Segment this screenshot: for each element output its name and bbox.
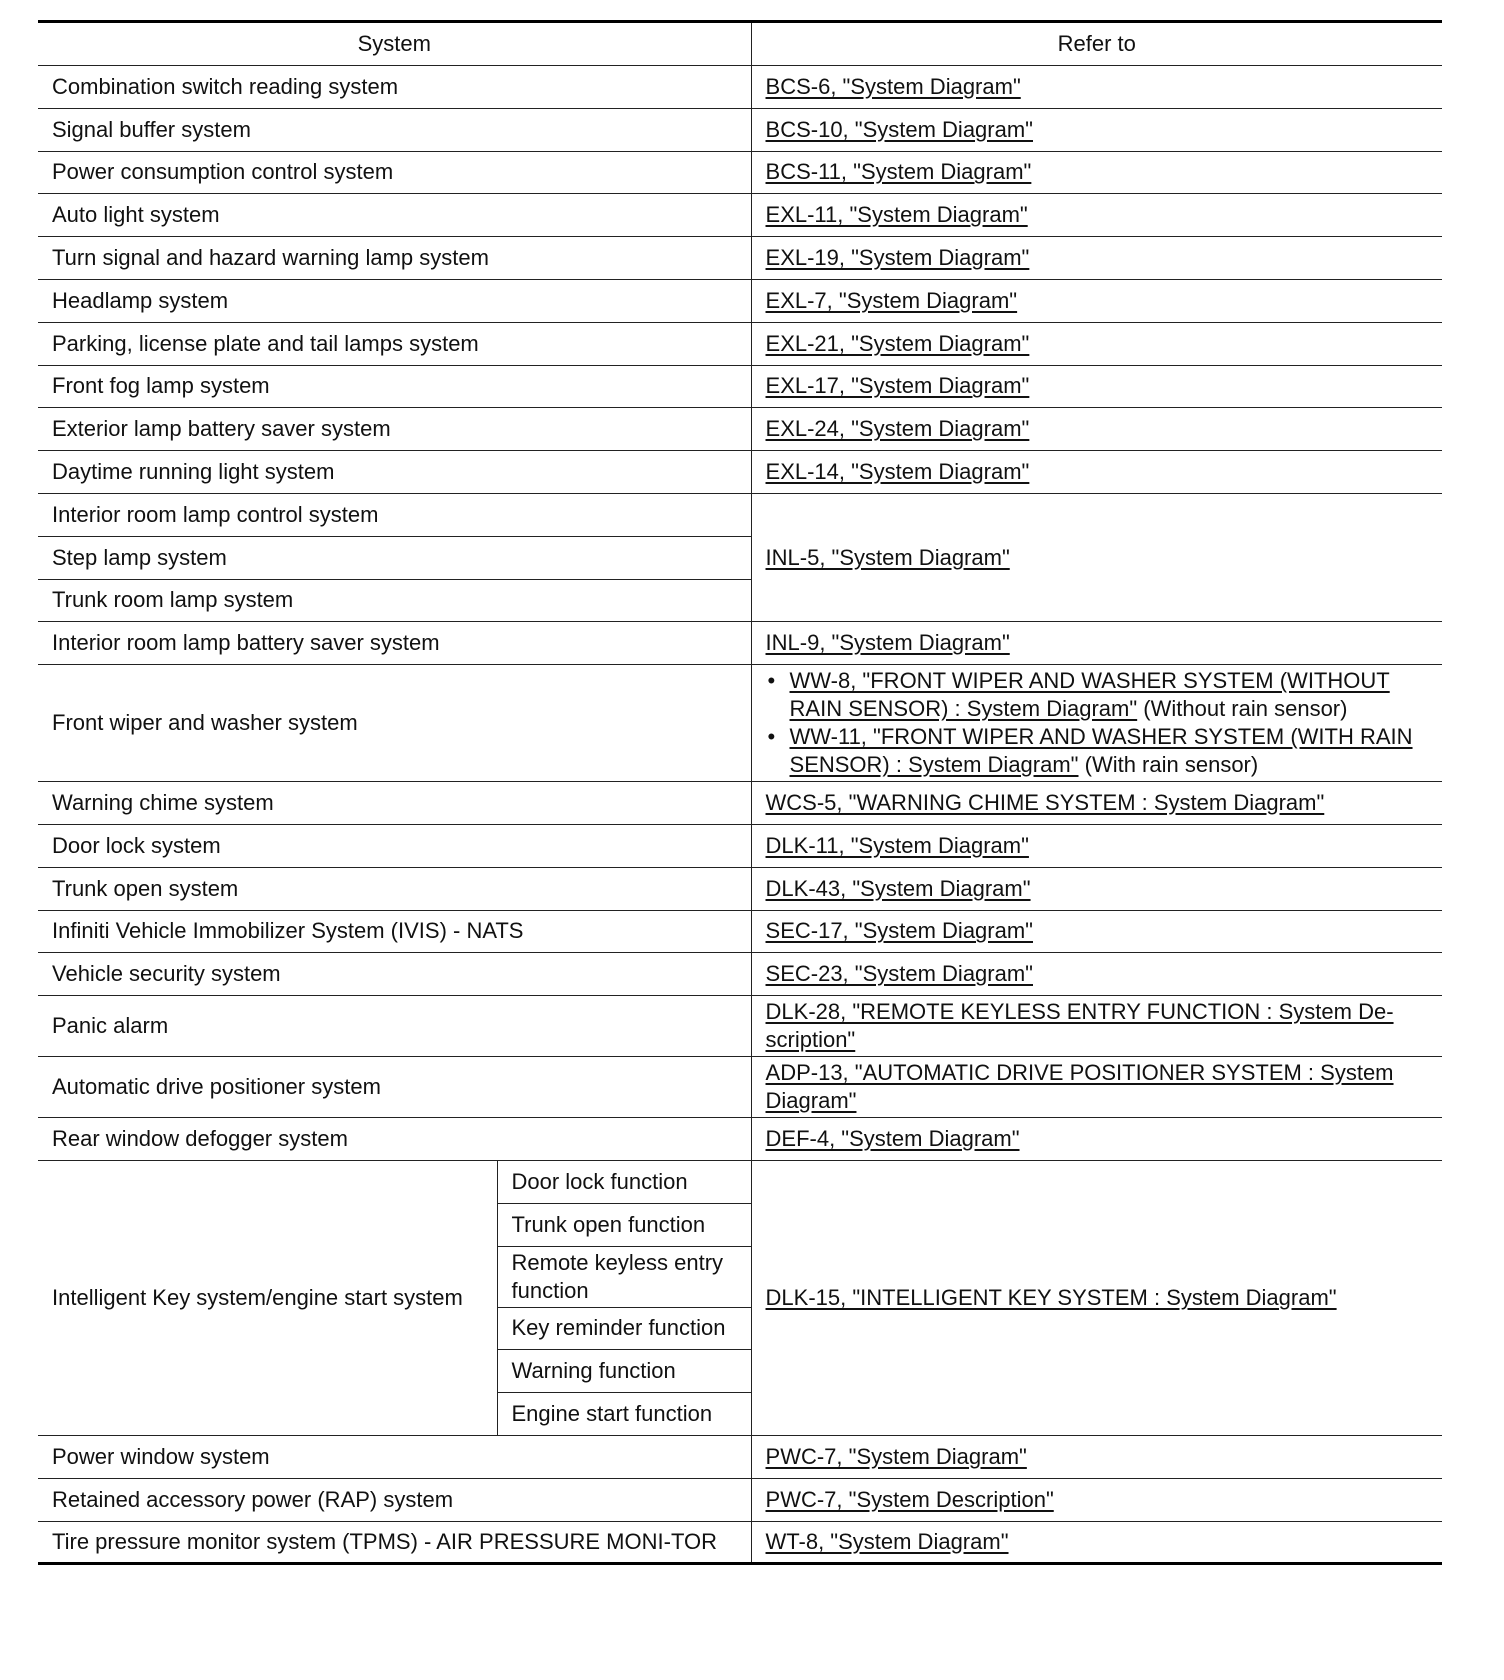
table-row	[38, 665, 1442, 782]
function-name: Remote keyless entry function	[497, 1246, 751, 1307]
system-name: Front fog lamp system	[38, 365, 751, 408]
reference-link[interactable]: PWC-7, "System Diagram"	[765, 1443, 1027, 1469]
system-name: Tire pressure monitor system (TPMS) - AIR PRESSURE MONI-TOR	[38, 1521, 751, 1564]
refer-cell	[751, 1521, 1442, 1564]
system-name: Power consumption control system	[38, 151, 751, 194]
reference-link[interactable]: WCS-5, "WARNING CHIME SYSTEM : System Diagram"	[765, 790, 1325, 816]
reference-link[interactable]: WW-8, "FRONT WIPER AND WASHER SYSTEM (WITHOUT RAIN SENSOR) : System Diagram"	[789, 668, 1390, 722]
system-name: Infiniti Vehicle Immobilizer System (IVIS) - NATS	[38, 910, 751, 953]
reference-link[interactable]: WT-8, "System Diagram"	[765, 1528, 1009, 1554]
refer-cell	[751, 408, 1442, 451]
refer-cell	[751, 279, 1442, 322]
system-name: Step lamp system	[38, 536, 751, 579]
table-row	[38, 151, 1442, 194]
table-row	[38, 996, 1442, 1057]
reference-link[interactable]: ADP-13, "AUTOMATIC DRIVE POSITIONER SYSTEM : System Diagram"	[765, 1060, 1394, 1114]
table-row	[38, 408, 1442, 451]
refer-cell	[751, 322, 1442, 365]
refer-cell	[751, 622, 1442, 665]
system-name: Intelligent Key system/engine start system	[38, 1160, 497, 1435]
system-name: Exterior lamp battery saver system	[38, 408, 751, 451]
system-name: Retained accessory power (RAP) system	[38, 1478, 751, 1521]
reference-note: (Without rain sensor)	[1137, 696, 1348, 722]
system-name: Vehicle security system	[38, 953, 751, 996]
header-refer-to: Refer to	[751, 22, 1442, 66]
refer-cell	[751, 1478, 1442, 1521]
function-name: Trunk open function	[497, 1203, 751, 1246]
reference-link[interactable]: DEF-4, "System Diagram"	[765, 1126, 1020, 1152]
table-row	[38, 1160, 1442, 1203]
reference-bullet-list	[766, 667, 1429, 779]
table-row	[38, 66, 1442, 109]
table-row	[38, 108, 1442, 151]
system-name: Turn signal and hazard warning lamp system	[38, 237, 751, 280]
reference-note: (With rain sensor)	[1078, 752, 1259, 778]
system-name: Warning chime system	[38, 782, 751, 825]
refer-cell	[751, 365, 1442, 408]
refer-cell	[751, 953, 1442, 996]
reference-link[interactable]: DLK-11, "System Diagram"	[765, 832, 1029, 858]
reference-link[interactable]: INL-9, "System Diagram"	[765, 630, 1010, 656]
table-row	[38, 1435, 1442, 1478]
reference-link[interactable]: EXL-19, "System Diagram"	[765, 245, 1030, 271]
system-name: Front wiper and washer system	[38, 665, 751, 782]
system-name: Automatic drive positioner system	[38, 1057, 751, 1118]
table-row	[38, 1057, 1442, 1118]
refer-cell	[751, 493, 1442, 621]
table-row	[38, 953, 1442, 996]
system-name: Panic alarm	[38, 996, 751, 1057]
refer-cell	[751, 910, 1442, 953]
refer-cell	[751, 824, 1442, 867]
refer-cell	[751, 996, 1442, 1057]
reference-link[interactable]: DLK-28, "REMOTE KEYLESS ENTRY FUNCTION : System De-scription"	[765, 999, 1394, 1053]
reference-link[interactable]: WW-11, "FRONT WIPER AND WASHER SYSTEM (WITH RAIN SENSOR) : System Diagram"	[789, 724, 1413, 778]
system-name: Door lock system	[38, 824, 751, 867]
header-system: System	[38, 22, 751, 66]
table-row	[38, 194, 1442, 237]
reference-link[interactable]: EXL-14, "System Diagram"	[765, 459, 1030, 485]
refer-cell	[751, 451, 1442, 494]
table-row	[38, 910, 1442, 953]
list-item	[766, 723, 1429, 779]
system-name: Combination switch reading system	[38, 66, 751, 109]
table-row	[38, 1118, 1442, 1161]
system-reference-table	[38, 20, 1442, 1565]
table-row	[38, 1478, 1442, 1521]
system-name: Headlamp system	[38, 279, 751, 322]
refer-cell	[751, 782, 1442, 825]
refer-cell	[751, 237, 1442, 280]
table-row	[38, 451, 1442, 494]
reference-link[interactable]: DLK-15, "INTELLIGENT KEY SYSTEM : System Diagram"	[765, 1284, 1337, 1310]
reference-link[interactable]: BCS-11, "System Diagram"	[765, 159, 1032, 185]
system-name: Interior room lamp control system	[38, 493, 751, 536]
refer-cell	[751, 108, 1442, 151]
table-row	[38, 365, 1442, 408]
system-name: Auto light system	[38, 194, 751, 237]
function-name: Engine start function	[497, 1393, 751, 1436]
table-row	[38, 1521, 1442, 1564]
table-row	[38, 322, 1442, 365]
table-row	[38, 279, 1442, 322]
function-name: Key reminder function	[497, 1307, 751, 1350]
system-name: Parking, license plate and tail lamps system	[38, 322, 751, 365]
reference-link[interactable]: INL-5, "System Diagram"	[765, 544, 1010, 570]
refer-cell	[751, 66, 1442, 109]
function-name: Warning function	[497, 1350, 751, 1393]
reference-link[interactable]: EXL-24, "System Diagram"	[765, 416, 1030, 442]
reference-link[interactable]: SEC-23, "System Diagram"	[765, 961, 1033, 987]
table-row	[38, 782, 1442, 825]
refer-cell	[751, 194, 1442, 237]
reference-link[interactable]: EXL-17, "System Diagram"	[765, 373, 1030, 399]
refer-cell	[751, 1160, 1442, 1435]
reference-link[interactable]: BCS-10, "System Diagram"	[765, 116, 1033, 142]
reference-link[interactable]: EXL-7, "System Diagram"	[765, 287, 1018, 313]
list-item	[766, 667, 1429, 723]
refer-cell	[751, 1057, 1442, 1118]
system-name: Signal buffer system	[38, 108, 751, 151]
table-row	[38, 493, 1442, 536]
reference-link[interactable]: EXL-11, "System Diagram"	[765, 202, 1028, 228]
system-name: Trunk open system	[38, 867, 751, 910]
reference-link[interactable]: BCS-6, "System Diagram"	[765, 73, 1021, 99]
refer-cell	[751, 867, 1442, 910]
system-name: Interior room lamp battery saver system	[38, 622, 751, 665]
refer-cell	[751, 665, 1442, 782]
refer-cell	[751, 151, 1442, 194]
system-name: Power window system	[38, 1435, 751, 1478]
system-name: Trunk room lamp system	[38, 579, 751, 622]
system-name: Rear window defogger system	[38, 1118, 751, 1161]
table-row	[38, 824, 1442, 867]
function-name: Door lock function	[497, 1160, 751, 1203]
table-header-row	[38, 22, 1442, 66]
reference-link[interactable]: EXL-21, "System Diagram"	[765, 330, 1030, 356]
table-row	[38, 867, 1442, 910]
reference-link[interactable]: SEC-17, "System Diagram"	[765, 918, 1033, 944]
reference-link[interactable]: DLK-43, "System Diagram"	[765, 875, 1031, 901]
table-row	[38, 237, 1442, 280]
reference-link[interactable]: PWC-7, "System Description"	[765, 1486, 1054, 1512]
refer-cell	[751, 1435, 1442, 1478]
table-row	[38, 622, 1442, 665]
refer-cell	[751, 1118, 1442, 1161]
system-name: Daytime running light system	[38, 451, 751, 494]
